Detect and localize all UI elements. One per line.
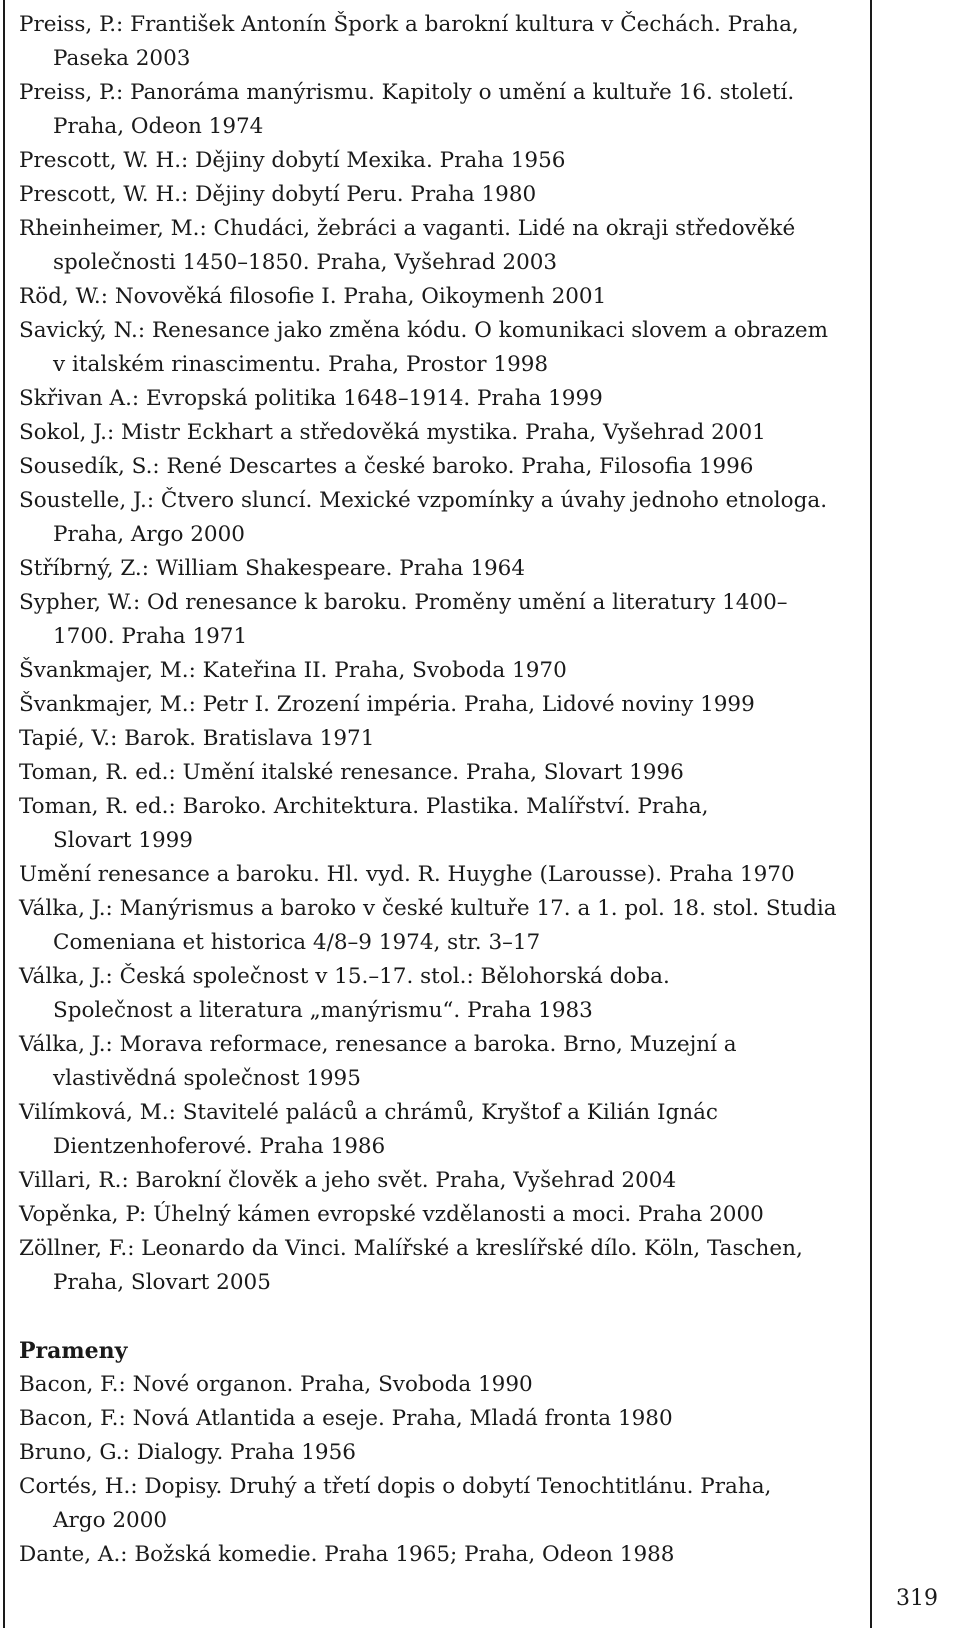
entry-continuation-line: Dientzenhoferové. Praha 1986 — [53, 1134, 386, 1159]
bibliography-entry — [19, 722, 864, 756]
bibliography-entry — [19, 280, 864, 314]
entry-line: Preiss, P.: Panoráma manýrismu. Kapitoly o umění a kultuře 16. století. — [19, 80, 795, 105]
entry-continuation-line: vlastivědná společnost 1995 — [53, 1066, 361, 1091]
right-margin-rule — [870, 0, 872, 1628]
bibliography-entry — [19, 178, 864, 212]
entry-line: Cortés, H.: Dopisy. Druhý a třetí dopis o dobytí Tenochtitlánu. Praha, — [19, 1474, 772, 1499]
entry-line: Sypher, W.: Od renesance k baroku. Proměny umění a literatury 1400– — [19, 590, 788, 615]
bibliography-entry — [19, 1164, 864, 1198]
entry-line: Toman, R. ed.: Umění italské renesance. Praha, Slovart 1996 — [19, 760, 684, 785]
bibliography-entry — [19, 552, 864, 586]
bibliography-list — [19, 8, 864, 1572]
entry-line: Válka, J.: Česká společnost v 15.–17. stol.: Bělohorská doba. — [19, 964, 670, 989]
entry-line: Dante, A.: Božská komedie. Praha 1965; Praha, Odeon 1988 — [19, 1542, 675, 1567]
entry-line: Sokol, J.: Mistr Eckhart a středověká mystika. Praha, Vyšehrad 2001 — [19, 420, 766, 445]
entry-line: Prescott, W. H.: Dějiny dobytí Mexika. Praha 1956 — [19, 148, 566, 173]
section-heading-sources: Prameny — [19, 1338, 128, 1364]
entry-continuation-line: 1700. Praha 1971 — [53, 624, 248, 649]
entry-continuation-line: Slovart 1999 — [53, 828, 193, 853]
entry-line: Švankmajer, M.: Kateřina II. Praha, Svoboda 1970 — [19, 658, 567, 683]
page-number: 319 — [896, 1586, 938, 1611]
entry-continuation-line: Paseka 2003 — [53, 46, 191, 71]
entry-line: Válka, J.: Morava reformace, renesance a baroka. Brno, Muzejní a — [19, 1032, 737, 1057]
entry-continuation-line: Comeniana et historica 4/8–9 1974, str. 3–17 — [53, 930, 541, 955]
entry-line: Bruno, G.: Dialogy. Praha 1956 — [19, 1440, 356, 1465]
bibliography-entry — [19, 1436, 864, 1470]
bibliography-entry — [19, 756, 864, 790]
entry-continuation-line: společnosti 1450–1850. Praha, Vyšehrad 2003 — [53, 250, 558, 275]
bibliography-entry — [19, 960, 864, 1028]
entry-line: Skřivan A.: Evropská politika 1648–1914. Praha 1999 — [19, 386, 603, 411]
entry-line: Umění renesance a baroku. Hl. vyd. R. Huyghe (Larousse). Praha 1970 — [19, 862, 795, 887]
bibliography-entry — [19, 8, 864, 76]
bibliography-entry — [19, 416, 864, 450]
entry-line: Vilímková, M.: Stavitelé paláců a chrámů, Kryštof a Kilián Ignác — [19, 1100, 718, 1125]
entry-continuation-line: Praha, Argo 2000 — [53, 522, 245, 547]
entry-line: Tapié, V.: Barok. Bratislava 1971 — [19, 726, 375, 751]
bibliography-entry — [19, 892, 864, 960]
entry-line: Rheinheimer, M.: Chudáci, žebráci a vaganti. Lidé na okraji středověké — [19, 216, 796, 241]
bibliography-entry — [19, 144, 864, 178]
bibliography-entry — [19, 586, 864, 654]
bibliography-entry — [19, 382, 864, 416]
section-spacer — [19, 1300, 864, 1334]
bibliography-entry — [19, 858, 864, 892]
bibliography-entry — [19, 1028, 864, 1096]
entry-continuation-line: Praha, Slovart 2005 — [53, 1270, 271, 1295]
entry-continuation-line: v italském rinascimentu. Praha, Prostor 1998 — [53, 352, 549, 377]
entry-line: Toman, R. ed.: Baroko. Architektura. Plastika. Malířství. Praha, — [19, 794, 709, 819]
entry-line: Stříbrný, Z.: William Shakespeare. Praha 1964 — [19, 556, 526, 581]
bibliography-entry — [19, 314, 864, 382]
entry-line: Röd, W.: Novověká filosofie I. Praha, Oikoymenh 2001 — [19, 284, 607, 309]
bibliography-entry — [19, 484, 864, 552]
bibliography-entry — [19, 1470, 864, 1538]
bibliography-entry — [19, 76, 864, 144]
bibliography-entry — [19, 654, 864, 688]
entry-line: Prescott, W. H.: Dějiny dobytí Peru. Praha 1980 — [19, 182, 537, 207]
entry-line: Švankmajer, M.: Petr I. Zrození impéria. Praha, Lidové noviny 1999 — [19, 692, 755, 717]
bibliography-entry — [19, 1538, 864, 1572]
bibliography-entry — [19, 790, 864, 858]
entry-continuation-line: Praha, Odeon 1974 — [53, 114, 264, 139]
bibliography-entry — [19, 1368, 864, 1402]
bibliography-entry — [19, 1096, 864, 1164]
entry-line: Savický, N.: Renesance jako změna kódu. O komunikaci slovem a obrazem — [19, 318, 829, 343]
entry-line: Villari, R.: Barokní člověk a jeho svět. Praha, Vyšehrad 2004 — [19, 1168, 677, 1193]
entry-line: Soustelle, J.: Čtvero sluncí. Mexické vzpomínky a úvahy jednoho etnologa. — [19, 488, 828, 513]
entry-line: Sousedík, S.: René Descartes a české baroko. Praha, Filosofia 1996 — [19, 454, 754, 479]
entry-continuation-line: Argo 2000 — [53, 1508, 168, 1533]
entry-continuation-line: Společnost a literatura „manýrismu“. Praha 1983 — [53, 998, 593, 1023]
bibliography-entry — [19, 688, 864, 722]
bibliography-entry — [19, 212, 864, 280]
bibliography-entry — [19, 1198, 864, 1232]
bibliography-entry — [19, 450, 864, 484]
entry-line: Vopěnka, P: Úhelný kámen evropské vzdělanosti a moci. Praha 2000 — [19, 1202, 764, 1227]
entry-line: Zöllner, F.: Leonardo da Vinci. Malířské a kreslířské dílo. Köln, Taschen, — [19, 1236, 803, 1261]
bibliography-entry — [19, 1232, 864, 1300]
entry-line: Bacon, F.: Nové organon. Praha, Svoboda 1990 — [19, 1372, 533, 1397]
entry-line: Válka, J.: Manýrismus a baroko v české kultuře 17. a 1. pol. 18. stol. Studia — [19, 896, 837, 921]
entry-line: Bacon, F.: Nová Atlantida a eseje. Praha, Mladá fronta 1980 — [19, 1406, 673, 1431]
left-margin-rule — [3, 0, 5, 1628]
bibliography-entry — [19, 1402, 864, 1436]
entry-line: Preiss, P.: František Antonín Špork a barokní kultura v Čechách. Praha, — [19, 12, 799, 37]
